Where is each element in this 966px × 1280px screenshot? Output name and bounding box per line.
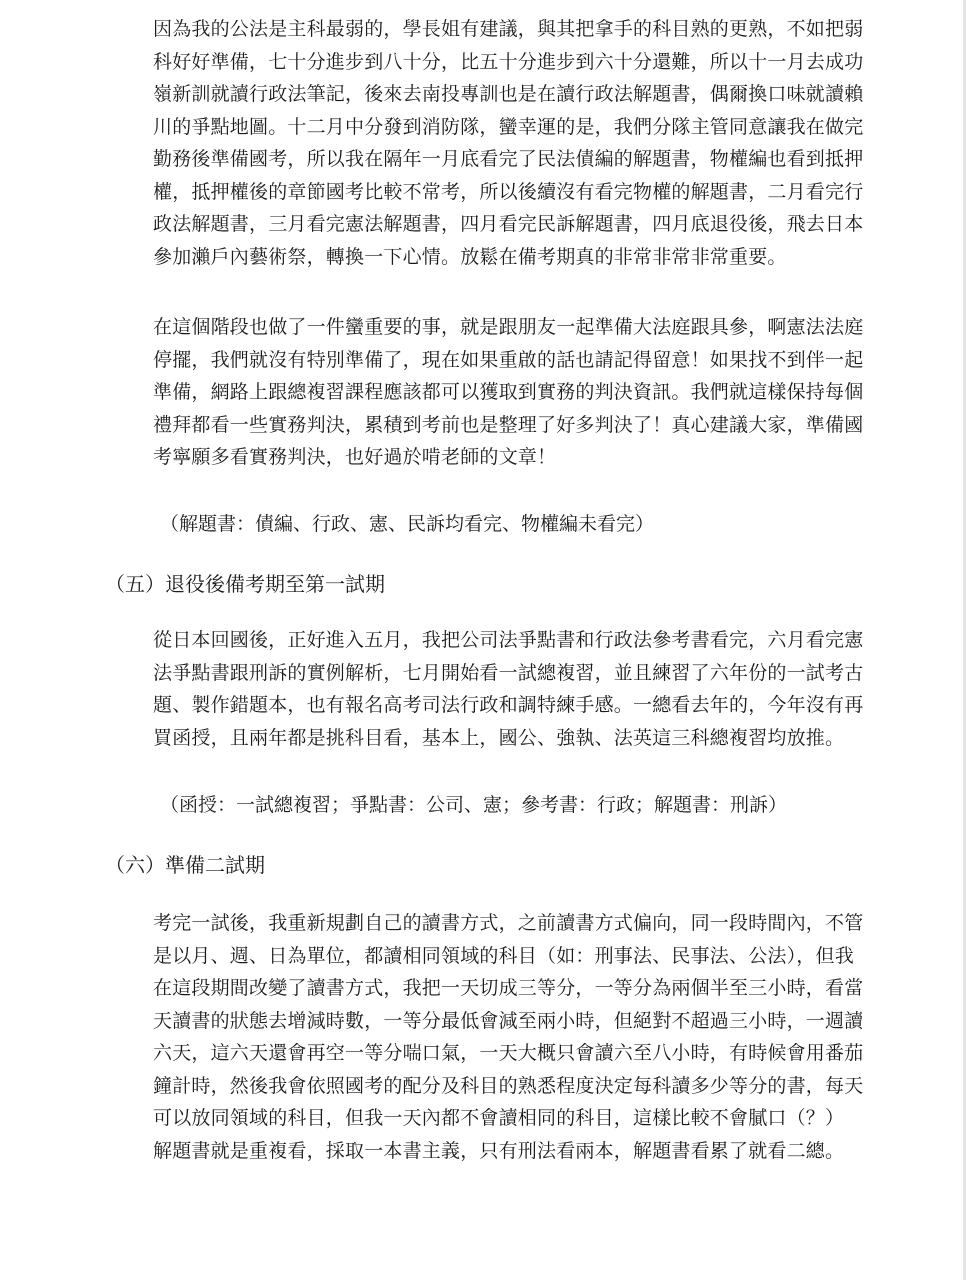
text-line: 因為我的公法是主科最弱的，學長姐有建議，與其把拿手的科目熟的更熟，不如把弱 xyxy=(153,18,864,40)
paragraph-first-exam-prep xyxy=(153,624,875,754)
text-line: 參加瀨戶內藝術祭，轉換一下心情。放鬆在備考期真的非常非常非常重要。 xyxy=(153,245,787,268)
section-heading-six: （六）準備二試期 xyxy=(105,853,265,877)
text-line: 禮拜都看一些實務判決，累積到考前也是整理了好多判決了！真心建議大家，準備國 xyxy=(153,413,864,436)
text-line: 天讀書的狀態去增減時數，一等分最低會減至兩小時，但絕對不超過三小時，一週讀 xyxy=(153,1009,864,1032)
text-line: 嶺新訓就讀行政法筆記，後來去南投專訓也是在讀行政法解題書，偶爾換口味就讀賴 xyxy=(153,83,864,105)
materials-note: （解題書：債編、行政、憲、民訴均看完、物權編未看完） xyxy=(160,513,655,535)
text-line: 科好好準備，七十分進步到八十分，比五十分進步到六十分還難，所以十一月去成功 xyxy=(153,50,864,73)
materials-note: （函授：一試總複習；爭點書：公司、憲；參考書：行政；解題書：刑訴） xyxy=(160,794,788,816)
text-line: 在這個階段也做了一件蠻重要的事，就是跟朋友一起準備大法庭跟具參，啊憲法法庭 xyxy=(153,316,864,338)
text-line: 六天，這六天還會再空一等分喘口氣，一天大概只會讀六至八小時，有時候會用番茄 xyxy=(153,1042,864,1064)
text-line: 鐘計時，然後我會依照國考的配分及科目的熟悉程度決定每科讀多少等分的書，每天 xyxy=(153,1074,864,1097)
text-line: 政法解題書，三月看完憲法解題書，四月看完民訴解題書，四月底退役後，飛去日本 xyxy=(153,213,864,235)
text-line: 從日本回國後，正好進入五月，我把公司法爭點書和行政法參考書看完，六月看完憲 xyxy=(153,629,864,651)
text-line: 權，抵押權後的章節國考比較不常考，所以後續沒有看完物權的解題書，二月看完行 xyxy=(153,180,864,203)
text-line: 川的爭點地圖。十二月中分發到消防隊，蠻幸運的是，我們分隊主管同意讓我在做完 xyxy=(153,115,864,138)
text-line: 可以放同領域的科目，但我一天內都不會讀相同的科目，這樣比較不會膩口（？） xyxy=(153,1107,845,1129)
text-line: 題、製作錯題本，也有報名高考司法行政和調特練手感。一總看去年的，今年沒有再 xyxy=(153,694,864,716)
text-line: 是以月、週、日為單位，都讀相同領域的科目（如：刑事法、民事法、公法），但我 xyxy=(153,944,854,967)
paragraph-second-exam-prep xyxy=(153,907,875,1167)
paragraph-case-law-study xyxy=(153,311,875,474)
section-heading-five: （五）退役後備考期至第一試期 xyxy=(105,572,385,596)
text-line: 停擺，我們就沒有特別準備了，現在如果重啟的話也請記得留意！如果找不到伴一起 xyxy=(153,348,864,371)
text-line: 勤務後準備國考，所以我在隔年一月底看完了民法債編的解題書，物權編也看到抵押 xyxy=(153,148,864,170)
text-line: 買函授，且兩年都是挑科目看，基本上，國公、強執、法英這三科總複習均放推。 xyxy=(153,726,845,749)
text-line: 在這段期間改變了讀書方式，我把一天切成三等分，一等分為兩個半至三小時，看當 xyxy=(153,977,864,999)
text-line: 準備，網路上跟總複習課程應該都可以獲取到實務的判決資訊。我們就這樣保持每個 xyxy=(153,381,864,403)
text-line: 解題書就是重複看，採取一本書主義，只有刑法看兩本，解題書看累了就看二總。 xyxy=(153,1139,845,1162)
text-line: 考完一試後，我重新規劃自己的讀書方式，之前讀書方式偏向，同一段時間內，不管 xyxy=(153,912,864,934)
text-line: 考寧願多看實務判決，也好過於啃老師的文章！ xyxy=(153,446,557,468)
text-line: 法爭點書跟刑訴的實例解析，七月開始看一試總複習，並且練習了六年份的一試考古 xyxy=(153,661,864,684)
paragraph-public-law-prep xyxy=(153,13,875,273)
